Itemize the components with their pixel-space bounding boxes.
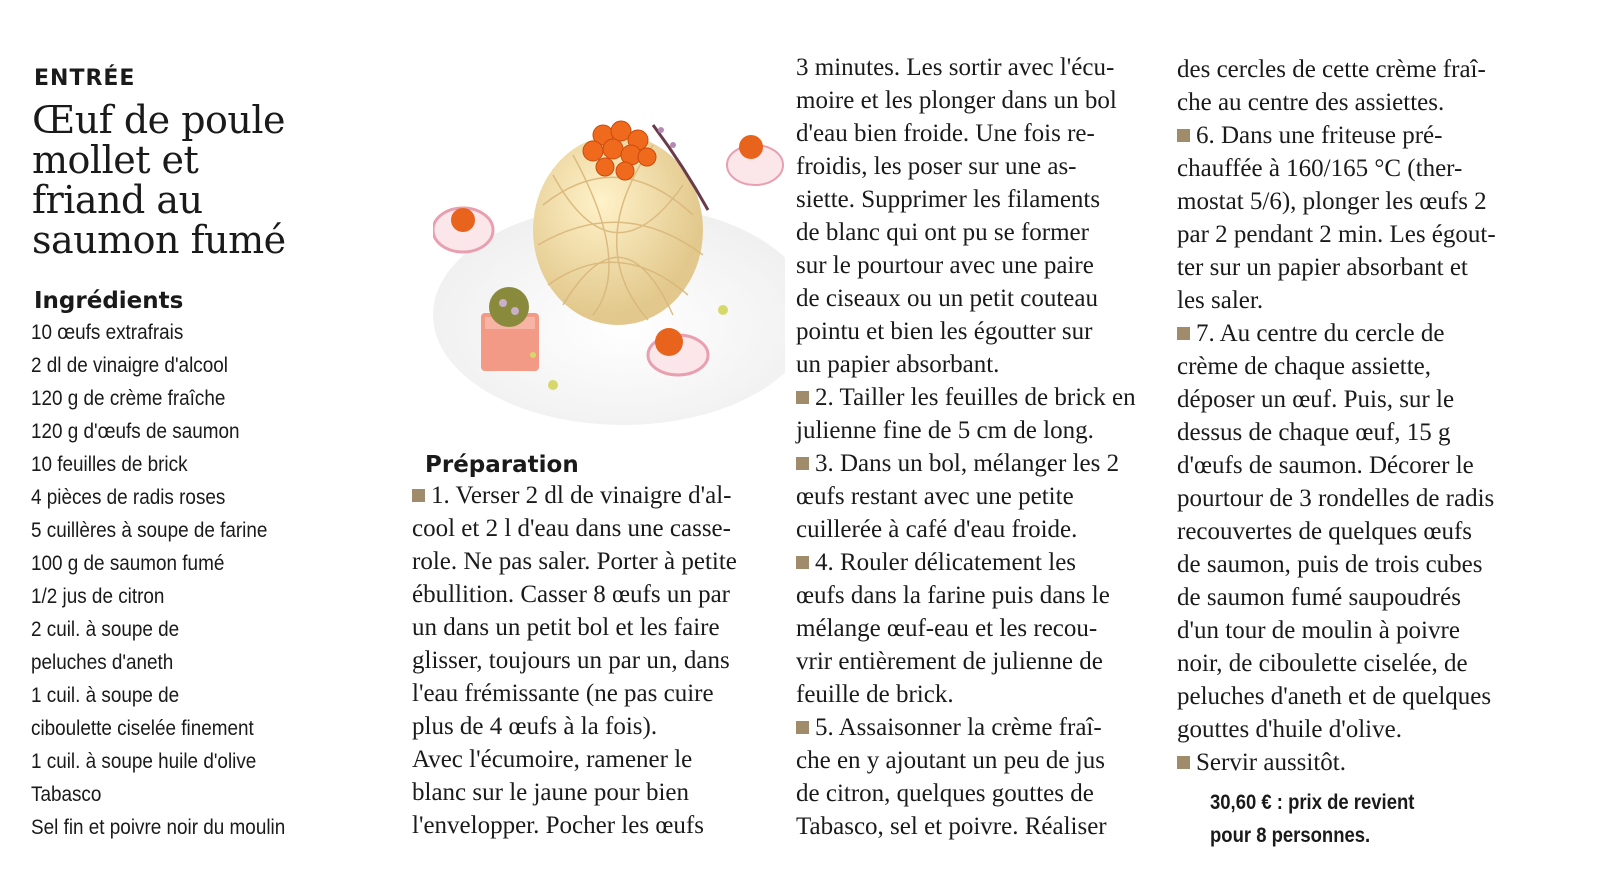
preparation-text: blanc sur le jaune pour bien: [412, 779, 689, 806]
preparation-text: mélange œuf-eau et les recou-: [796, 615, 1098, 642]
preparation-text: œufs restant avec une petite: [796, 483, 1074, 510]
ingredient-item: 1 cuil. à soupe huile d'olive: [31, 750, 257, 773]
preparation-line: [412, 479, 762, 512]
preparation-text: dessus de chaque œuf, 15 g: [1177, 419, 1451, 446]
ingredient-item: 5 cuillères à soupe de farine: [31, 519, 268, 542]
price-line: 30,60 € : prix de revient: [1210, 791, 1415, 814]
preparation-text: feuille de brick.: [796, 681, 954, 708]
preparation-line: [412, 644, 762, 677]
recipe-title: [32, 100, 362, 260]
preparation-line: [412, 611, 762, 644]
preparation-line: [1177, 317, 1527, 350]
preparation-text: de citron, quelques gouttes de: [796, 780, 1094, 807]
step-bullet-icon: [796, 391, 809, 404]
preparation-text: 3 minutes. Les sortir avec l'écu-: [796, 54, 1115, 81]
ingredient-item: 1/2 jus de citron: [31, 585, 165, 608]
preparation-text: siette. Supprimer les filaments: [796, 186, 1101, 213]
preparation-text: julienne fine de 5 cm de long.: [796, 417, 1094, 444]
ingredient-item: 100 g de saumon fumé: [31, 552, 225, 575]
preparation-line: [796, 546, 1146, 579]
preparation-line: [796, 84, 1146, 117]
preparation-line: [796, 645, 1146, 678]
preparation-text: peluches d'aneth et de quelques: [1177, 683, 1492, 710]
preparation-column-2: [412, 479, 762, 842]
title-line: mollet et: [32, 138, 199, 182]
title-line: saumon fumé: [32, 218, 286, 262]
preparation-text: pointu et bien les égoutter sur: [796, 318, 1093, 345]
preparation-text: moire et les plonger dans un bol: [796, 87, 1117, 114]
preparation-line: [1177, 86, 1527, 119]
preparation-text: par 2 pendant 2 min. Les égout-: [1177, 221, 1496, 248]
ingredient-item: 120 g de crème fraîche: [31, 387, 226, 410]
preparation-line: [796, 678, 1146, 711]
preparation-text: d'œufs de saumon. Décorer le: [1177, 452, 1474, 479]
preparation-line: [796, 447, 1146, 480]
preparation-line: [412, 710, 762, 743]
preparation-text: ter sur un papier absorbant et: [1177, 254, 1468, 281]
preparation-line: [412, 578, 762, 611]
preparation-text: role. Ne pas saler. Porter à petite: [412, 548, 737, 575]
preparation-line: [796, 249, 1146, 282]
preparation-text: l'envelopper. Pocher les œufs: [412, 812, 704, 839]
preparation-column-3: [796, 51, 1146, 843]
preparation-line: [796, 282, 1146, 315]
preparation-line: [796, 579, 1146, 612]
preparation-line: [796, 513, 1146, 546]
preparation-line: [1177, 251, 1527, 284]
preparation-text: d'un tour de moulin à poivre: [1177, 617, 1460, 644]
ingredient-item: ciboulette ciselée finement: [31, 717, 254, 740]
preparation-line: [1177, 746, 1527, 779]
preparation-line: [796, 348, 1146, 381]
preparation-text: de blanc qui ont pu se former: [796, 219, 1089, 246]
preparation-line: [796, 810, 1146, 843]
preparation-line: [412, 677, 762, 710]
ingredient-item: 1 cuil. à soupe de: [31, 684, 180, 707]
preparation-text: un papier absorbant.: [796, 351, 1000, 378]
preparation-text: chauffée à 160/165 °C (ther-: [1177, 155, 1463, 182]
preparation-text: les saler.: [1177, 287, 1264, 314]
preparation-line: [796, 183, 1146, 216]
section-label: ENTRÉE: [34, 66, 136, 91]
preparation-line: [796, 711, 1146, 744]
dish-photo: [433, 85, 785, 425]
preparation-line: [1177, 647, 1527, 680]
preparation-text: un dans un petit bol et les faire: [412, 614, 720, 641]
preparation-text: pourtour de 3 rondelles de radis: [1177, 485, 1495, 512]
preparation-line: [796, 777, 1146, 810]
preparation-line: [796, 381, 1146, 414]
preparation-line: [796, 612, 1146, 645]
preparation-text: œufs dans la farine puis dans le: [796, 582, 1110, 609]
preparation-text: Servir aussitôt.: [1196, 749, 1346, 776]
title-line: Œuf de poule: [32, 98, 286, 142]
preparation-text: sur le pourtour avec une paire: [796, 252, 1094, 279]
preparation-text: froidis, les poser sur une as-: [796, 153, 1077, 180]
preparation-line: [1177, 482, 1527, 515]
preparation-line: [1177, 119, 1527, 152]
preparation-line: [1177, 680, 1527, 713]
preparation-line: [1177, 53, 1527, 86]
preparation-text: 7. Au centre du cercle de: [1196, 320, 1445, 347]
preparation-line: [1177, 548, 1527, 581]
preparation-text: glisser, toujours un par un, dans: [412, 647, 730, 674]
step-bullet-icon: [1177, 129, 1190, 142]
ingredient-item: 10 œufs extrafrais: [31, 321, 184, 344]
preparation-text: de saumon fumé saupoudrés: [1177, 584, 1461, 611]
preparation-text: 1. Verser 2 dl de vinaigre d'al-: [431, 482, 732, 509]
preparation-line: [412, 809, 762, 842]
ingredients-heading: Ingrédients: [34, 288, 184, 314]
ingredients-list: [31, 316, 337, 844]
price-note: [1210, 786, 1414, 852]
preparation-text: crème de chaque assiette,: [1177, 353, 1432, 380]
step-bullet-icon: [796, 457, 809, 470]
step-bullet-icon: [1177, 327, 1190, 340]
step-bullet-icon: [796, 721, 809, 734]
preparation-text: cool et 2 l d'eau dans une casse-: [412, 515, 731, 542]
preparation-line: [796, 150, 1146, 183]
ingredient-item: Tabasco: [31, 783, 102, 806]
preparation-text: 3. Dans un bol, mélanger les 2: [815, 450, 1120, 477]
preparation-text: de saumon, puis de trois cubes: [1177, 551, 1483, 578]
preparation-text: des cercles de cette crème fraî-: [1177, 56, 1486, 83]
ingredient-item: 10 feuilles de brick: [31, 453, 188, 476]
preparation-text: 2. Tailler les feuilles de brick en: [815, 384, 1136, 411]
preparation-line: [1177, 350, 1527, 383]
title-line: friand au: [32, 178, 203, 222]
step-bullet-icon: [412, 489, 425, 502]
preparation-line: [1177, 713, 1527, 746]
preparation-text: l'eau frémissante (ne pas cuire: [412, 680, 714, 707]
preparation-line: [1177, 152, 1527, 185]
preparation-text: déposer un œuf. Puis, sur le: [1177, 386, 1455, 413]
ingredient-item: peluches d'aneth: [31, 651, 174, 674]
step-bullet-icon: [796, 556, 809, 569]
preparation-text: 6. Dans une friteuse pré-: [1196, 122, 1443, 149]
preparation-text: recouvertes de quelques œufs: [1177, 518, 1473, 545]
preparation-line: [796, 216, 1146, 249]
preparation-line: [796, 315, 1146, 348]
preparation-line: [412, 545, 762, 578]
step-bullet-icon: [1177, 756, 1190, 769]
preparation-text: cuillerée à café d'eau froide.: [796, 516, 1078, 543]
preparation-line: [796, 414, 1146, 447]
preparation-text: d'eau bien froide. Une fois re-: [796, 120, 1095, 147]
preparation-text: che au centre des assiettes.: [1177, 89, 1445, 116]
preparation-text: noir, de ciboulette ciselée, de: [1177, 650, 1468, 677]
preparation-line: [412, 743, 762, 776]
preparation-heading: Préparation: [425, 452, 579, 478]
preparation-line: [796, 117, 1146, 150]
ingredient-item: Sel fin et poivre noir du moulin: [31, 816, 286, 839]
preparation-text: Avec l'écumoire, ramener le: [412, 746, 693, 773]
preparation-text: vrir entièrement de julienne de: [796, 648, 1103, 675]
preparation-line: [1177, 218, 1527, 251]
preparation-line: [1177, 515, 1527, 548]
preparation-line: [412, 512, 762, 545]
ingredient-item: 2 cuil. à soupe de: [31, 618, 180, 641]
ingredient-item: 2 dl de vinaigre d'alcool: [31, 354, 228, 377]
preparation-line: [1177, 284, 1527, 317]
ingredient-item: 4 pièces de radis roses: [31, 486, 226, 509]
preparation-text: 4. Rouler délicatement les: [815, 549, 1077, 576]
preparation-text: ébullition. Casser 8 œufs un par: [412, 581, 731, 608]
preparation-line: [1177, 383, 1527, 416]
preparation-line: [1177, 581, 1527, 614]
preparation-line: [796, 480, 1146, 513]
preparation-column-4: [1177, 53, 1527, 779]
preparation-line: [1177, 185, 1527, 218]
preparation-text: che en y ajoutant un peu de jus: [796, 747, 1105, 774]
preparation-line: [796, 744, 1146, 777]
preparation-line: [1177, 449, 1527, 482]
preparation-text: Tabasco, sel et poivre. Réaliser: [796, 813, 1107, 840]
price-line: pour 8 personnes.: [1210, 824, 1371, 847]
preparation-line: [1177, 416, 1527, 449]
preparation-line: [1177, 614, 1527, 647]
preparation-text: 5. Assaisonner la crème fraî-: [815, 714, 1102, 741]
preparation-line: [796, 51, 1146, 84]
preparation-text: mostat 5/6), plonger les œufs 2: [1177, 188, 1487, 215]
preparation-line: [412, 776, 762, 809]
preparation-text: plus de 4 œufs à la fois).: [412, 713, 658, 740]
preparation-text: de ciseaux ou un petit couteau: [796, 285, 1098, 312]
ingredient-item: 120 g d'œufs de saumon: [31, 420, 240, 443]
preparation-text: gouttes d'huile d'olive.: [1177, 716, 1402, 743]
